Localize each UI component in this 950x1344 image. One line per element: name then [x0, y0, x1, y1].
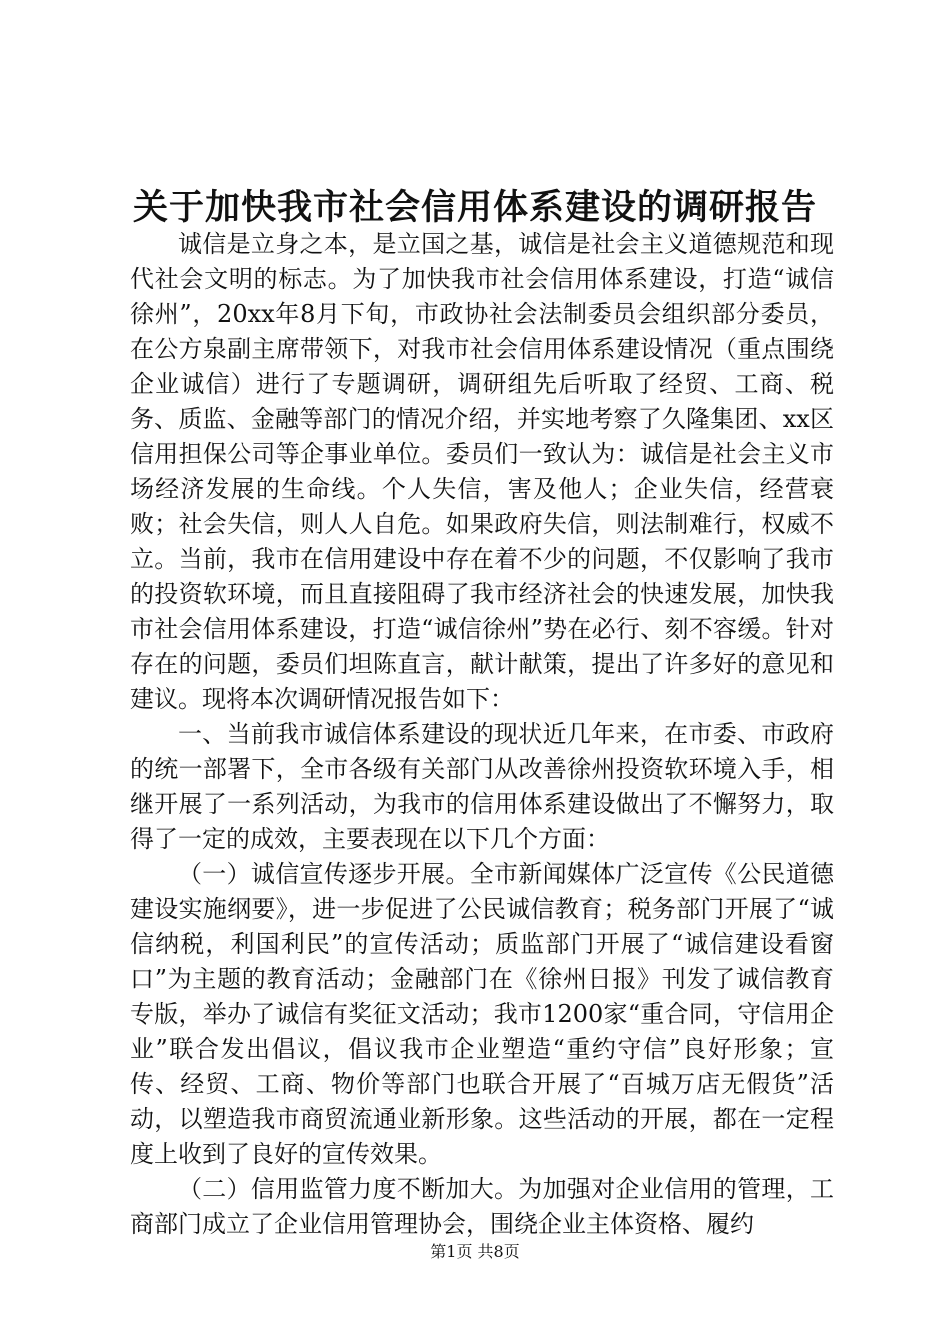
document-title: 关于加快我市社会信用体系建设的调研报告	[132, 187, 817, 228]
paragraph-section-1: 一、当前我市诚信体系建设的现状近几年来，在市委、市政府的统一部署下，全市各级有关部门从改善徐州投资软环境入手，相继开展了一系列活动，为我市的信用体系建设做出了不懈努力，取得了一定的成效，主要表现在以下几个方面：	[130, 720, 834, 853]
paragraph-subsection-1: （一）诚信宣传逐步开展。全市新闻媒体广泛宣传《公民道德建设实施纲要》，进一步促进了公民诚信教育；税务部门开展了“诚信纳税，利国利民”的宣传活动；质监部门开展了“诚信建设看窗口”为主题的教育活动；金融部门在《徐州日报》刊发了诚信教育专版，举办了诚信有奖征文活动；我市1200家“重合同，守信用企业”联合发出倡议，倡议我市企业塑造“重约守信”良好形象；宣传、经贸、工商、物价等部门也联合开展了“百城万店无假货”活动，以塑造我市商贸流通业新形象。这些活动的开展，都在一定程度上收到了良好的宣传效果。	[130, 860, 834, 1168]
page-footer: 第1页 共8页	[430, 1242, 520, 1261]
paragraph-subsection-2: （二）信用监管力度不断加大。为加强对企业信用的管理，工商部门成立了企业信用管理协会，围绕企业主体资格、履约	[130, 1175, 834, 1238]
document-body	[130, 227, 834, 1242]
paragraph-intro: 诚信是立身之本，是立国之基，诚信是社会主义道德规范和现代社会文明的标志。为了加快我市社会信用体系建设，打造“诚信徐州”，20xx年8月下旬，市政协社会法制委员会组织部分委员，在公方泉副主席带领下，对我市社会信用体系建设情况（重点围绕企业诚信）进行了专题调研，调研组先后听取了经贸、工商、税务、质监、金融等部门的情况介绍，并实地考察了久隆集团、xx区信用担保公司等企事业单位。委员们一致认为：诚信是社会主义市场经济发展的生命线。个人失信，害及他人；企业失信，经营衰败；社会失信，则人人自危。如果政府失信，则法制难行，权威不立。当前，我市在信用建设中存在着不少的问题，不仅影响了我市的投资软环境，而且直接阻碍了我市经济社会的快速发展，加快我市社会信用体系建设，打造“诚信徐州”势在必行、刻不容缓。针对存在的问题，委员们坦陈直言，献计献策，提出了许多好的意见和建议。现将本次调研情况报告如下：	[130, 230, 834, 713]
